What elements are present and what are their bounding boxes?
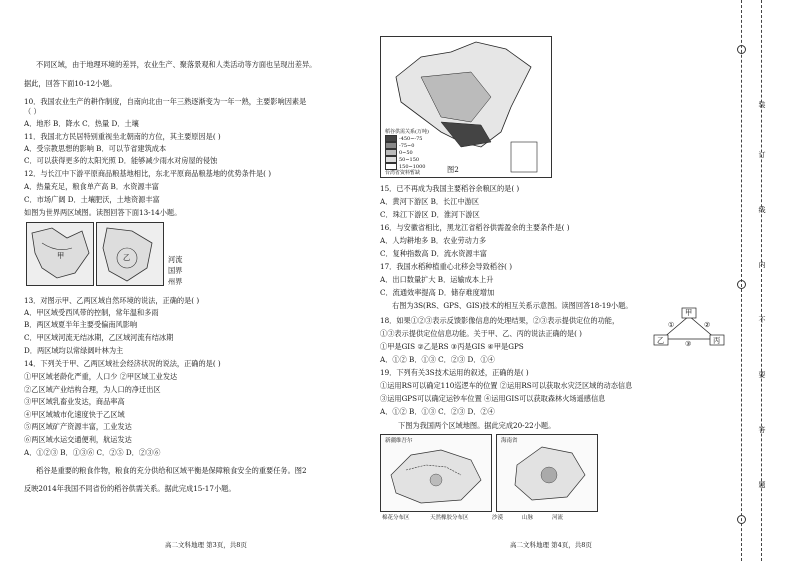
china-map-legend: [385, 129, 429, 176]
three-s-diagram: [652, 306, 726, 348]
arrow-3: ③: [685, 339, 692, 348]
legend-river: 河流: [168, 255, 183, 264]
passage-intro: 不同区域，由于地理环境的差异，农业生产、聚落景观和人类活动等方面也呈现出差异。: [36, 60, 317, 69]
statements-19-b: ③运用GPS可以确定运钞车位置 ④运用GIS可以获取森林火场遥感信息: [380, 394, 606, 403]
options-10: A．地形 B．降水 C．热量 D．土壤: [24, 119, 139, 128]
question-13: 13．对图示甲、乙两区域自然环境的说法，正确的是( ): [24, 296, 200, 305]
binding-strip: [735, 0, 794, 561]
legend-note: 台湾省资料暂缺: [385, 170, 421, 176]
options-15-cd: C．珠江下游区 D．淮河下游区: [380, 210, 480, 219]
legend-border: 国界: [168, 266, 183, 275]
binding-char: 答: [758, 426, 766, 434]
binding-hole: [737, 280, 746, 289]
world-map-yi: [96, 222, 164, 286]
legend-item: 0~50: [385, 149, 429, 156]
question-16: 16．与安徽省相比，黑龙江省稻谷供需盈余的主要条件是( ): [380, 223, 570, 232]
binding-hole: [737, 515, 746, 524]
question-14: 14．下列关于甲、乙两区域社会经济状况的说法，正确的是( ): [24, 359, 221, 368]
statement-14-5: ⑤两区域矿产资源丰富，工业发达: [24, 422, 132, 431]
binding-hole: [737, 45, 746, 54]
instruction-18-19: 右图为3S(RS、GPS、GIS)技术的相互关系示意图。读图回答18-19小题。: [392, 301, 633, 310]
statements-19-a: ①运用RS可以确定110巡逻车的位置 ②运用RS可以获取水灾泛区域的动态信息: [380, 381, 633, 390]
legend-item: -75~0: [385, 142, 429, 149]
instruction: 据此，回答下面10-12小题。: [24, 79, 117, 88]
option-13-d: D．两区域均以常绿阔叶林为主: [24, 346, 124, 355]
instruction-15-17: 反映2014年我国不同省份的稻谷供需关系。据此完成15-17小题。: [24, 484, 236, 493]
binding-char: 线: [758, 206, 766, 214]
legend-item: -450~-75: [385, 135, 429, 142]
options-12-ab: A．热量充足，粮食单产高 B．水资源丰富: [24, 182, 159, 191]
question-10: 10．我国农业生产的耕作制度，自南向北由一年三熟逐渐变为一年一熟，主要影响因素是: [24, 97, 307, 106]
question-11: 11．我国北方民居特别重视坐北朝南的方位，其主要原因是( ): [24, 132, 221, 141]
binding-line-inner: [761, 0, 762, 561]
statement-14-3: ③甲区域乳畜业发达，商品率高: [24, 397, 125, 406]
node-bing: 丙: [713, 336, 721, 345]
options-11-cd: C．可以获得更多的太阳光照 D．能够减少雨水对房屋的侵蚀: [24, 156, 218, 165]
options-18: A．①② B．①③ C．②③ D．①④: [380, 355, 495, 364]
options-12-cd: C．市场广阔 D．土壤肥沃，土地资源丰富: [24, 195, 160, 204]
options-17-ab: A．出口数量扩大 B．运输成本上升: [380, 275, 494, 284]
binding-char: 内: [758, 261, 766, 269]
question-12: 12．与长江中下游平原商品粮基地相比，东北平原商品粮基地的优势条件是( ): [24, 169, 272, 178]
label-hainan: 海南省: [501, 438, 518, 444]
options-16-ab: A．人均耕地多 B．农业劳动力多: [380, 236, 487, 245]
legend-desert: 沙漠: [492, 515, 504, 521]
question-17: 17．我国水稻种植重心北移会导致稻谷( ): [380, 262, 513, 271]
china-rice-map: [380, 36, 552, 178]
instruction-20-22: 下图为我国两个区域地图。据此完成20-22小题。: [398, 421, 556, 430]
xinjiang-shape: [381, 435, 491, 511]
options-17-cd: C．流通效率提高 D．储存难度增加: [380, 288, 495, 297]
binding-char: 装: [758, 101, 766, 109]
statement-14-1: ①甲区域老龄化严重，人口少 ②甲区域工业发达: [24, 372, 178, 381]
question-15: 15．已不再成为我国主要稻谷余粮区的是( ): [380, 184, 520, 193]
binding-char: 订: [758, 151, 766, 159]
question-18-cont: ①③表示提供定位信息功能。关于甲、乙、丙的说法正确的是( ): [380, 329, 582, 338]
options-19: A．①② B．①③ C．②③ D．②④: [380, 407, 495, 416]
option-13-c: C．甲区域河流无结冰期，乙区域河流有结冰期: [24, 333, 174, 342]
label-jia: 甲: [57, 251, 65, 260]
legend-state-border: 州界: [168, 277, 183, 286]
world-map-jia: [26, 222, 94, 286]
options-15-ab: A．黄河下游区 B．长江中游区: [380, 197, 480, 206]
hainan-shape: [497, 435, 597, 511]
legend-mountain: 山脉: [522, 515, 534, 521]
question-19: 19．下列有关3S技术运用的叙述，正确的是( ): [380, 368, 529, 377]
statements-18: ①甲是GIS ②乙是RS ③丙是GIS ④甲是GPS: [380, 342, 524, 351]
footer-left: 高二文科地理 第3页，共8页: [165, 541, 247, 549]
xinjiang-map: [380, 434, 492, 512]
instruction-13-14: 如图为世界两区域图。读图回答下面13-14小题。: [24, 208, 182, 217]
option-13-b: B．两区域夏半年主要受偏南风影响: [24, 320, 138, 329]
question-18: 18．如果①②③表示反馈影像信息的处理结果，②③表示提供定位的功能，: [380, 316, 620, 325]
statement-14-2: ②乙区域产业结构合理，为人口的净迁出区: [24, 385, 161, 394]
arrow-1: ①: [668, 320, 675, 329]
statement-14-4: ④甲区域城市化速度快于乙区域: [24, 410, 125, 419]
legend-item: 50~150: [385, 156, 429, 163]
legend-rubber: 天然橡胶分布区: [430, 515, 469, 521]
legend-title: 稻谷供需关系(万吨): [385, 129, 429, 135]
binding-char: 不: [758, 316, 766, 324]
arrow-2: ②: [704, 320, 711, 329]
options-14: A．①②③ B．①③⑥ C．②⑤ D．②③⑥: [24, 448, 161, 457]
binding-char: 要: [758, 371, 766, 379]
china-map-caption: 图2: [447, 165, 459, 174]
label-xinjiang: 新疆维吾尔: [385, 438, 413, 444]
binding-char: 题: [758, 481, 766, 489]
node-yi: 乙: [657, 336, 665, 345]
options-11-ab: A．受宗教思想的影响 B．可以节省建筑成本: [24, 144, 167, 153]
option-13-a: A．甲区域受西风带的控制，常年温和多雨: [24, 308, 159, 317]
hainan-map: [496, 434, 598, 512]
statement-14-6: ⑥两区域水运交通便利，航运发达: [24, 435, 132, 444]
options-16-cd: C．复种指数高 D．流水资源丰富: [380, 249, 487, 258]
passage-rice: 稻谷是重要的粮食作物，粮食的充分供给和区域平衡是保障粮食安全的重要任务。图2: [36, 466, 307, 475]
legend-river: 河流: [552, 515, 564, 521]
node-jia: 甲: [685, 308, 693, 317]
legend-item: 150~1000: [385, 163, 429, 170]
label-yi: 乙: [123, 253, 131, 262]
footer-right: 高二文科地理 第4页，共8页: [510, 541, 592, 549]
question-10-bracket: （ ）: [24, 107, 41, 116]
legend-cotton: 棉花分布区: [382, 515, 410, 521]
